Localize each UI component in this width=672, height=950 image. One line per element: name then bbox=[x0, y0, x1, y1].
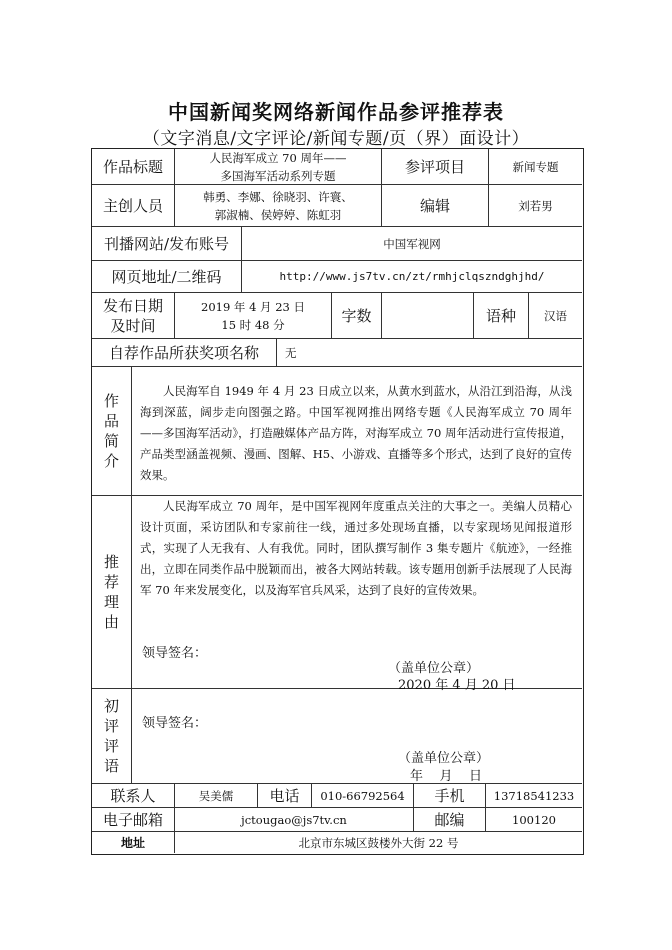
intro-label bbox=[92, 367, 132, 496]
address-label: 地址 bbox=[92, 832, 175, 853]
mobile-value: 13718541233 bbox=[486, 784, 582, 808]
email-value[interactable]: jctougao@js7tv.cn bbox=[175, 808, 414, 832]
editor-label: 编辑 bbox=[382, 185, 489, 227]
initial-review-label-char: 评 bbox=[103, 717, 119, 735]
form-title: 中国新闻奖网络新闻作品参评推荐表 bbox=[168, 100, 504, 124]
work-title-label: 作品标题 bbox=[92, 149, 175, 185]
recommendation-form bbox=[91, 148, 584, 855]
reason-label-char: 理 bbox=[103, 593, 119, 611]
address-value: 北京市东城区鼓楼外大街 22 号 bbox=[298, 835, 459, 850]
creators-label: 主创人员 bbox=[92, 185, 175, 227]
editor-value: 刘若男 bbox=[489, 185, 582, 227]
intro-label-char: 作 bbox=[103, 392, 119, 410]
initial-review-cell bbox=[132, 689, 582, 784]
wordcount-value bbox=[382, 293, 474, 339]
initial-review-label-char: 语 bbox=[103, 757, 119, 775]
reason-label-char: 推 bbox=[103, 553, 119, 571]
language-label: 语种 bbox=[474, 293, 529, 339]
site-value: 中国军视网 bbox=[242, 227, 582, 261]
intro-label-char: 介 bbox=[103, 452, 119, 470]
publish-value: 2019 年 4 月 23 日 15 时 48 分 bbox=[175, 293, 332, 339]
intro-label-char: 简 bbox=[103, 432, 119, 450]
reason-leader-sign: 领导签名： bbox=[142, 646, 208, 661]
mobile-label: 手机 bbox=[414, 784, 486, 808]
reason-label-char: 荐 bbox=[103, 573, 119, 591]
url-label: 网页地址/二维码 bbox=[92, 261, 242, 293]
phone-label: 电话 bbox=[258, 784, 312, 808]
initial-review-label bbox=[92, 689, 132, 784]
language-value: 汉语 bbox=[529, 293, 582, 339]
work-title-value: 人民海军成立 70 周年—— 多国海军活动系列专题 bbox=[175, 149, 382, 185]
form-subtitle: （文字消息/文字评论/新闻专题/页（界）面设计） bbox=[142, 129, 530, 149]
site-label: 刊播网站/发布账号 bbox=[92, 227, 242, 261]
contact-label: 联系人 bbox=[92, 784, 175, 808]
category-value: 新闻专题 bbox=[489, 149, 582, 185]
initial-review-label-char: 初 bbox=[103, 697, 119, 715]
reason-seal: （盖单位公章） bbox=[388, 661, 480, 676]
phone-value: 010-66792564 bbox=[312, 784, 414, 808]
publish-label: 发布日期 及时间 bbox=[92, 293, 175, 339]
awards-value: 无 bbox=[277, 339, 582, 367]
initial-review-label-char: 评 bbox=[103, 737, 119, 755]
initial-review-date: 年 月 日 bbox=[410, 769, 483, 784]
initial-review-seal: （盖单位公章） bbox=[398, 751, 490, 766]
initial-review-leader-sign: 领导签名： bbox=[142, 716, 208, 731]
contact-value: 吴美儒 bbox=[175, 784, 258, 808]
intro-label-char: 品 bbox=[103, 412, 119, 430]
reason-date: 2020 年 4 月 20 日 bbox=[398, 678, 516, 693]
awards-label: 自荐作品所获奖项名称 bbox=[92, 339, 277, 367]
zip-value: 100120 bbox=[486, 808, 582, 832]
category-label: 参评项目 bbox=[382, 149, 489, 185]
intro-text: 人民海军自 1949 年 4 月 23 日成立以来，从黄水到蓝水，从沿江到沿海，从浅海到深蓝，阔步走向图强之路。中国军视网推出网络专题《人民海军成立 70 周年——多国海军活动》，打造融媒体产品方阵，对海军成立 70 周年活动进行宣传报道，产品类型涵盖视频、漫画、图解、H5、小游戏、直播等多个形式，达到了良好的宣传效果。 bbox=[140, 384, 572, 482]
reason-label bbox=[92, 496, 132, 689]
zip-label: 邮编 bbox=[414, 808, 486, 832]
reason-text: 人民海军成立 70 周年，是中国军视网年度重点关注的大事之一。美编人员精心设计页面，采访团队和专家前往一线，通过多处现场直播，以专家现场见闻报道形式，实现了人无我有、人有我优。同时，团队撰写制作 3 集专题片《航迹》，一经推出，立即在同类作品中脱颖而出，被各大网站转载。该专题用创新手法展现了人民海军 70 年来发展变化，以及海军官兵风采，达到了良好的宣传效果。 bbox=[140, 499, 572, 597]
url-value[interactable]: http://www.js7tv.cn/zt/rmhjclqszndghjhd/ bbox=[242, 261, 582, 293]
creators-value: 韩勇、李娜、徐晓羽、许寰、 郭淑楠、侯婷婷、陈虹羽 bbox=[175, 185, 382, 227]
email-label: 电子邮箱 bbox=[92, 808, 175, 832]
wordcount-label: 字数 bbox=[332, 293, 382, 339]
reason-label-char: 由 bbox=[103, 613, 119, 631]
